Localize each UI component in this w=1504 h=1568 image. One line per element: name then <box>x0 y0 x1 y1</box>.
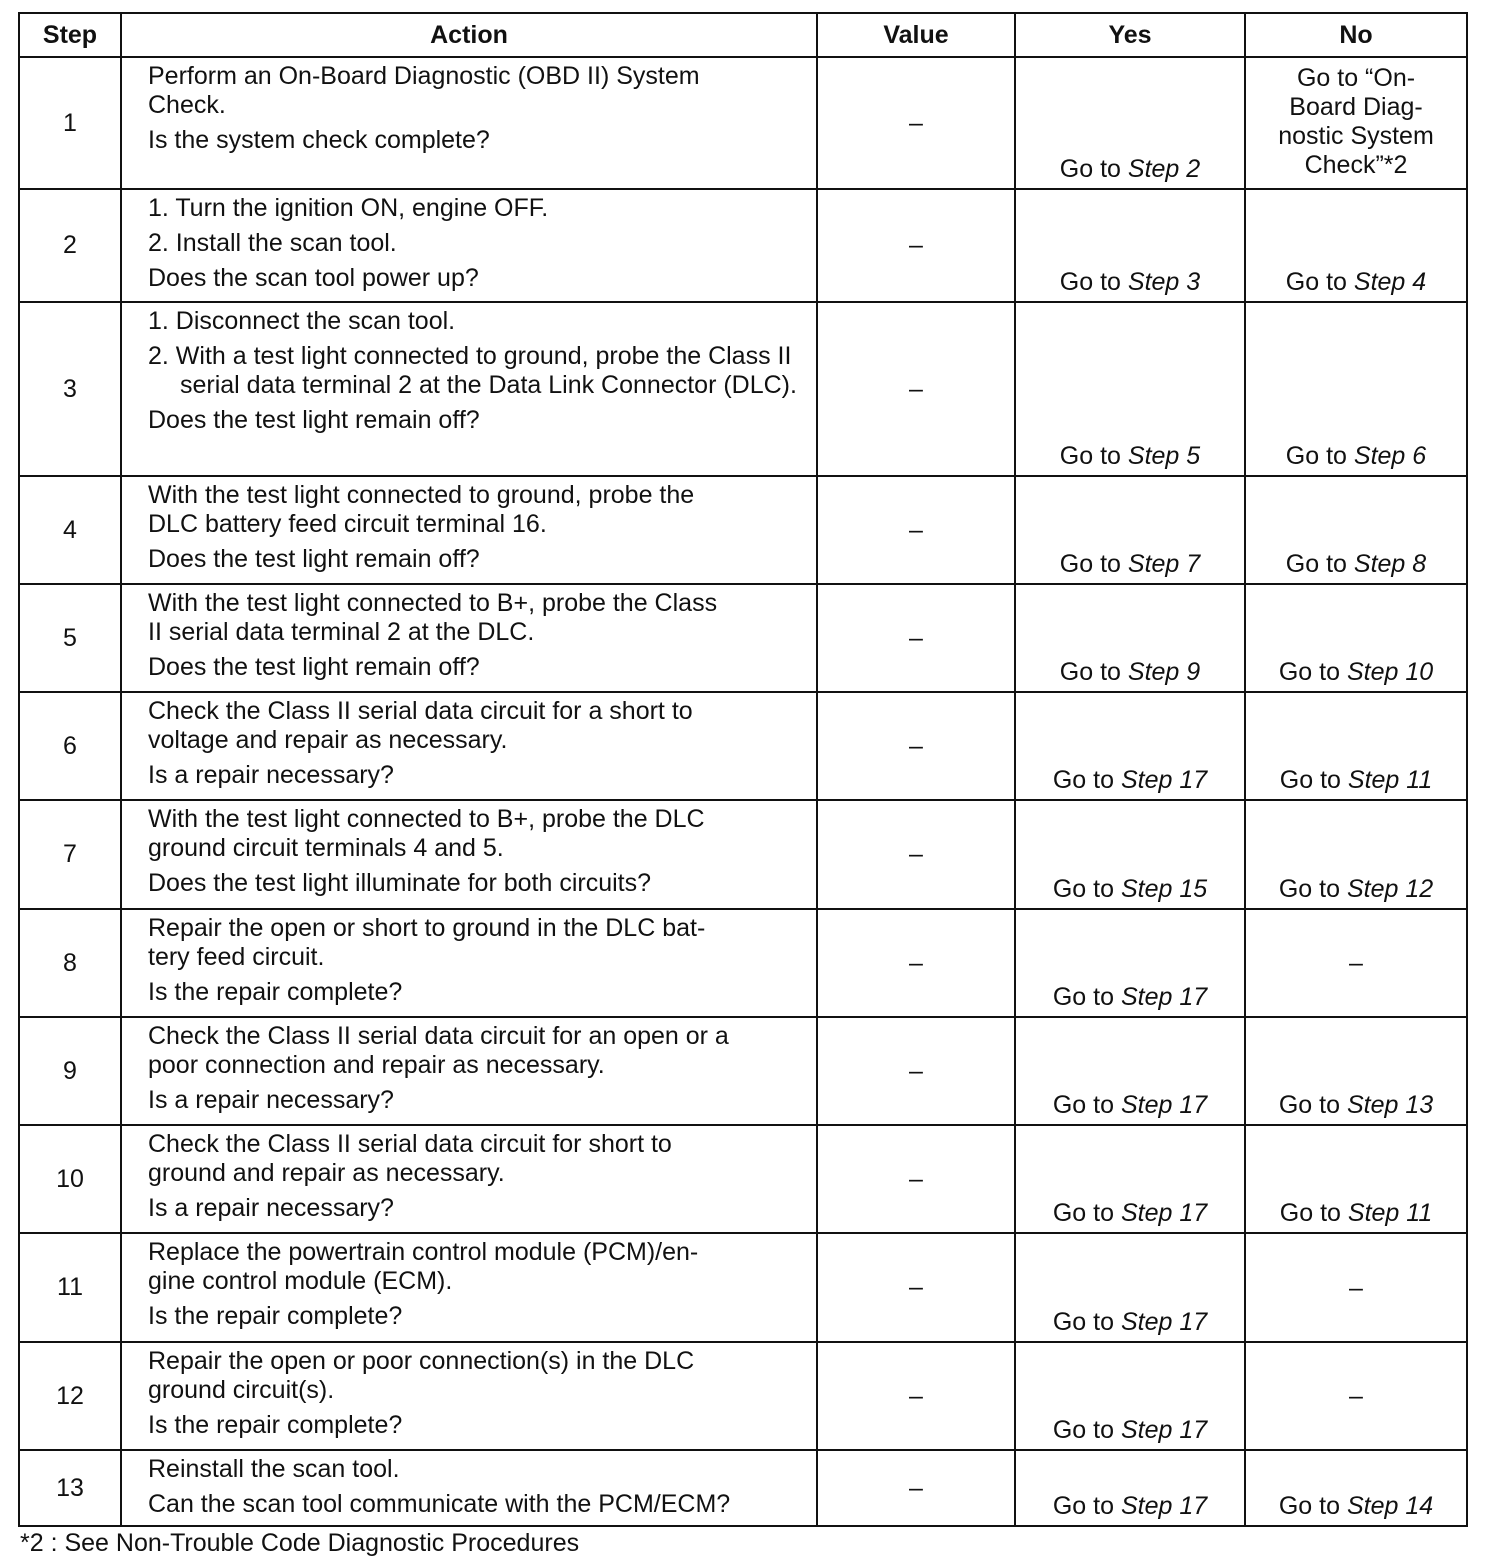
action-line: gine control module (ECM). <box>148 1267 453 1295</box>
goto-prefix: Go to <box>1285 442 1347 470</box>
goto-prefix: Go to <box>1279 766 1341 794</box>
yes-cell <box>1015 1233 1245 1342</box>
no-cell <box>1245 57 1467 189</box>
goto-prefix: Go to <box>1285 550 1347 578</box>
no-cell: – <box>1245 909 1467 1017</box>
action-line: Check the Class II serial data circuit for a short to <box>148 697 693 725</box>
yes-step-ref: Step 17 <box>1120 1308 1208 1336</box>
no-text-line: Go to “On- <box>1296 64 1416 92</box>
no-cell <box>1245 692 1467 800</box>
no-cell <box>1245 476 1467 584</box>
yes-step-ref: Step 17 <box>1120 766 1208 794</box>
action-line: With the test light connected to ground, probe the <box>148 481 695 509</box>
yes-cell <box>1015 189 1245 302</box>
yes-cell <box>1015 57 1245 189</box>
header-yes: Yes <box>1015 13 1245 57</box>
step-number: 10 <box>19 1125 121 1233</box>
header-value: Value <box>817 13 1015 57</box>
value-cell: – <box>817 1017 1015 1125</box>
value-cell: – <box>817 1342 1015 1450</box>
no-step-ref: Step 12 <box>1346 875 1434 903</box>
value-cell: – <box>817 57 1015 189</box>
no-step-ref: Step 11 <box>1347 1199 1433 1227</box>
action-cell <box>121 800 817 909</box>
no-step-ref: Step 8 <box>1353 550 1427 578</box>
action-cell <box>121 1233 817 1342</box>
action-cell <box>121 909 817 1017</box>
action-line: tery feed circuit. <box>148 943 325 971</box>
action-line: Repair the open or poor connection(s) in the DLC <box>148 1347 695 1375</box>
table-row <box>19 1017 1467 1125</box>
table-row <box>19 1342 1467 1450</box>
yes-cell <box>1015 1450 1245 1526</box>
step-number: 11 <box>19 1233 121 1342</box>
goto-prefix: Go to <box>1052 1199 1114 1227</box>
value-cell: – <box>817 1125 1015 1233</box>
no-text-line: nostic System <box>1278 122 1434 150</box>
yes-cell <box>1015 1017 1245 1125</box>
action-line: Does the test light remain off? <box>148 545 480 573</box>
yes-cell <box>1015 302 1245 476</box>
yes-cell <box>1015 476 1245 584</box>
no-cell <box>1245 800 1467 909</box>
no-step-ref: Step 14 <box>1346 1492 1434 1520</box>
goto-prefix: Go to <box>1052 1416 1114 1444</box>
step-number: 8 <box>19 909 121 1017</box>
step-number: 5 <box>19 584 121 692</box>
action-line: Check the Class II serial data circuit for an open or a <box>148 1022 729 1050</box>
action-line: Is the repair complete? <box>148 1411 403 1439</box>
diagnostic-table <box>18 12 1468 1527</box>
step-number: 1 <box>19 57 121 189</box>
action-line: Is the repair complete? <box>148 978 403 1006</box>
yes-step-ref: Step 17 <box>1120 1199 1208 1227</box>
action-cell <box>121 57 817 189</box>
goto-prefix: Go to <box>1052 983 1114 1011</box>
action-line: II serial data terminal 2 at the DLC. <box>148 618 535 646</box>
action-line: Is a repair necessary? <box>148 1194 394 1222</box>
value-cell: – <box>817 1233 1015 1342</box>
goto-prefix: Go to <box>1052 1492 1114 1520</box>
goto-prefix: Go to <box>1052 1308 1114 1336</box>
table-row <box>19 800 1467 909</box>
step-number: 12 <box>19 1342 121 1450</box>
action-line: ground circuit(s). <box>148 1376 335 1404</box>
table-row <box>19 476 1467 584</box>
action-line: Can the scan tool communicate with the PCM/ECM? <box>148 1490 731 1518</box>
goto-prefix: Go to <box>1052 875 1114 903</box>
yes-cell <box>1015 1125 1245 1233</box>
value-cell: – <box>817 909 1015 1017</box>
goto-prefix: Go to <box>1059 658 1121 686</box>
yes-cell <box>1015 692 1245 800</box>
no-text-line: Check”*2 <box>1304 151 1408 179</box>
table-row <box>19 57 1467 189</box>
yes-cell <box>1015 584 1245 692</box>
action-line: Perform an On-Board Diagnostic (OBD II) System <box>148 62 700 90</box>
no-cell <box>1245 1125 1467 1233</box>
yes-step-ref: Step 17 <box>1120 1492 1208 1520</box>
action-line: ground and repair as necessary. <box>148 1159 505 1187</box>
action-line: Is the repair complete? <box>148 1302 403 1330</box>
header-action: Action <box>121 13 817 57</box>
action-cell <box>121 1450 817 1526</box>
action-line: Is a repair necessary? <box>148 1086 394 1114</box>
no-step-ref: Step 10 <box>1346 658 1434 686</box>
goto-prefix: Go to <box>1052 1091 1114 1119</box>
yes-step-ref: Step 5 <box>1127 442 1201 470</box>
no-step-ref: Step 4 <box>1353 268 1427 296</box>
action-cell <box>121 584 817 692</box>
goto-prefix: Go to <box>1285 268 1347 296</box>
action-cell <box>121 1125 817 1233</box>
step-number: 4 <box>19 476 121 584</box>
no-cell <box>1245 189 1467 302</box>
no-cell <box>1245 584 1467 692</box>
value-cell: – <box>817 584 1015 692</box>
action-line: Repair the open or short to ground in the DLC bat- <box>148 914 706 942</box>
action-line: With the test light connected to B+, probe the DLC <box>148 805 705 833</box>
action-line: Does the scan tool power up? <box>148 264 479 292</box>
action-line: Is the system check complete? <box>148 126 490 154</box>
goto-prefix: Go to <box>1059 550 1121 578</box>
step-number: 3 <box>19 302 121 476</box>
goto-prefix: Go to <box>1052 766 1114 794</box>
action-cell <box>121 1017 817 1125</box>
no-cell <box>1245 1450 1467 1526</box>
action-line: Does the test light remain off? <box>148 406 480 434</box>
action-line: Check the Class II serial data circuit for short to <box>148 1130 672 1158</box>
step-number: 13 <box>19 1450 121 1526</box>
value-cell: – <box>817 302 1015 476</box>
action-line: Does the test light remain off? <box>148 653 480 681</box>
goto-prefix: Go to <box>1278 875 1340 903</box>
goto-prefix: Go to <box>1278 1492 1340 1520</box>
table-row <box>19 302 1467 476</box>
goto-prefix: Go to <box>1059 268 1121 296</box>
action-cell <box>121 189 817 302</box>
table-body <box>19 57 1467 1526</box>
yes-step-ref: Step 7 <box>1127 550 1201 578</box>
action-line: 2. Install the scan tool. <box>148 229 397 257</box>
no-step-ref: Step 6 <box>1353 442 1427 470</box>
no-cell: – <box>1245 1342 1467 1450</box>
table-row <box>19 1125 1467 1233</box>
no-cell <box>1245 302 1467 476</box>
action-line: ground circuit terminals 4 and 5. <box>148 834 504 862</box>
header-no: No <box>1245 13 1467 57</box>
no-step-ref: Step 13 <box>1346 1091 1434 1119</box>
yes-step-ref: Step 9 <box>1127 658 1201 686</box>
table-row <box>19 189 1467 302</box>
goto-prefix: Go to <box>1278 1091 1340 1119</box>
no-text-line: Board Diag- <box>1289 93 1423 121</box>
action-line: DLC battery feed circuit terminal 16. <box>148 510 547 538</box>
table-row <box>19 692 1467 800</box>
value-cell: – <box>817 1450 1015 1526</box>
action-line: poor connection and repair as necessary. <box>148 1051 605 1079</box>
action-line: voltage and repair as necessary. <box>148 726 508 754</box>
table-row <box>19 909 1467 1017</box>
goto-prefix: Go to <box>1059 155 1121 183</box>
action-line: Check. <box>148 91 226 119</box>
action-line: 1. Turn the ignition ON, engine OFF. <box>148 194 549 222</box>
goto-prefix: Go to <box>1278 658 1340 686</box>
step-number: 7 <box>19 800 121 909</box>
yes-step-ref: Step 2 <box>1127 155 1201 183</box>
action-line: With the test light connected to B+, probe the Class <box>148 589 718 617</box>
no-cell: – <box>1245 1233 1467 1342</box>
no-cell <box>1245 1017 1467 1125</box>
header-step: Step <box>19 13 121 57</box>
value-cell: – <box>817 692 1015 800</box>
action-cell <box>121 692 817 800</box>
no-step-ref: Step 11 <box>1347 766 1433 794</box>
action-line: Is a repair necessary? <box>148 761 394 789</box>
action-cell <box>121 302 817 476</box>
yes-step-ref: Step 17 <box>1120 1416 1208 1444</box>
action-line: 1. Disconnect the scan tool. <box>148 307 456 335</box>
yes-cell <box>1015 1342 1245 1450</box>
action-line: Does the test light illuminate for both circuits? <box>148 869 652 897</box>
yes-step-ref: Step 3 <box>1127 268 1201 296</box>
action-cell <box>121 476 817 584</box>
yes-cell <box>1015 909 1245 1017</box>
yes-step-ref: Step 15 <box>1120 875 1208 903</box>
table-row <box>19 1233 1467 1342</box>
yes-step-ref: Step 17 <box>1120 1091 1208 1119</box>
action-line: 2. With a test light connected to ground, probe the Class II serial data terminal 2 at the Data Link Connector (DLC). <box>148 342 797 399</box>
value-cell: – <box>817 476 1015 584</box>
yes-step-ref: Step 17 <box>1120 983 1208 1011</box>
step-number: 9 <box>19 1017 121 1125</box>
step-number: 6 <box>19 692 121 800</box>
value-cell: – <box>817 189 1015 302</box>
header-row <box>19 13 1467 57</box>
step-number: 2 <box>19 189 121 302</box>
goto-prefix: Go to <box>1059 442 1121 470</box>
table-row <box>19 584 1467 692</box>
yes-cell <box>1015 800 1245 909</box>
action-line: Replace the powertrain control module (PCM)/en- <box>148 1238 699 1266</box>
action-line: Reinstall the scan tool. <box>148 1455 400 1483</box>
footnote: *2 : See Non-Trouble Code Diagnostic Procedures <box>20 1529 580 1557</box>
goto-prefix: Go to <box>1279 1199 1341 1227</box>
value-cell: – <box>817 800 1015 909</box>
table-row <box>19 1450 1467 1526</box>
action-cell <box>121 1342 817 1450</box>
